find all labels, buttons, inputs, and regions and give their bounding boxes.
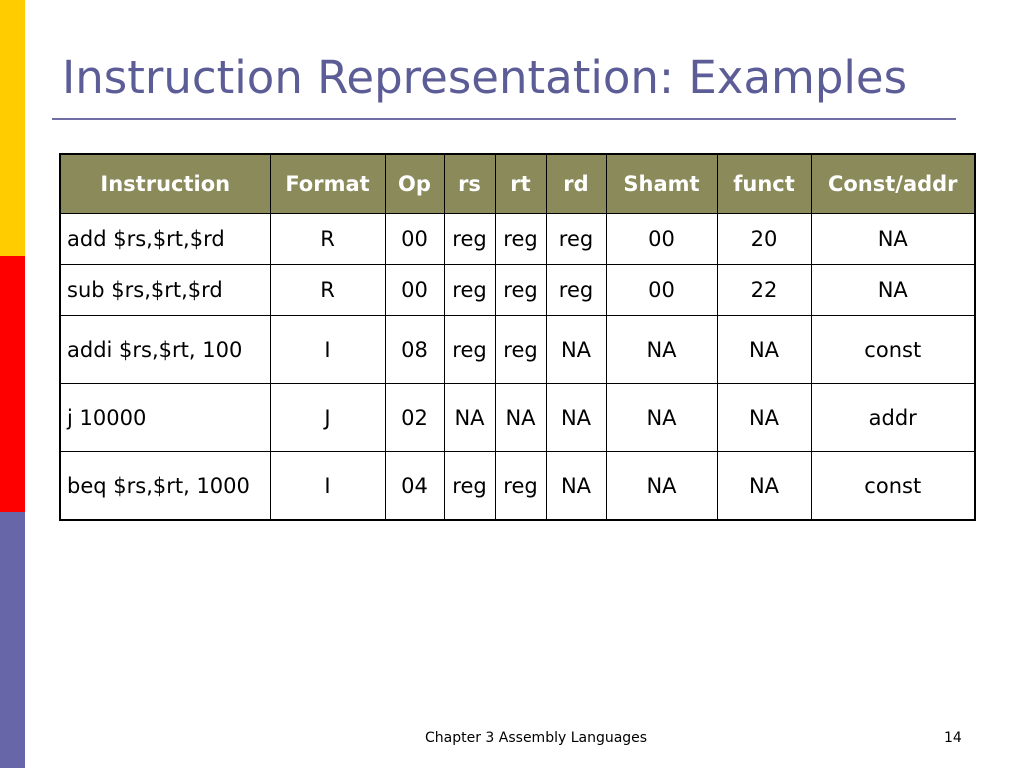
cell-const-addr: NA bbox=[811, 265, 975, 316]
cell-rt: reg bbox=[495, 452, 546, 521]
header-const-addr: Const/addr bbox=[811, 154, 975, 214]
cell-rs: reg bbox=[444, 452, 495, 521]
cell-shamt: NA bbox=[606, 452, 717, 521]
slide-title: Instruction Representation: Examples bbox=[62, 51, 908, 104]
cell-rs: NA bbox=[444, 384, 495, 452]
cell-op: 02 bbox=[385, 384, 444, 452]
header-shamt: Shamt bbox=[606, 154, 717, 214]
cell-shamt: 00 bbox=[606, 214, 717, 265]
sidebar-stripe bbox=[0, 0, 25, 768]
header-rs: rs bbox=[444, 154, 495, 214]
sidebar-blue-segment bbox=[0, 512, 25, 768]
cell-instruction: add $rs,$rt,$rd bbox=[60, 214, 270, 265]
cell-rt: reg bbox=[495, 265, 546, 316]
header-format: Format bbox=[270, 154, 385, 214]
header-funct: funct bbox=[717, 154, 811, 214]
table-row bbox=[60, 384, 975, 452]
header-instruction: Instruction bbox=[60, 154, 270, 214]
cell-format: R bbox=[270, 214, 385, 265]
cell-instruction: beq $rs,$rt, 1000 bbox=[60, 452, 270, 521]
title-divider bbox=[52, 118, 956, 120]
cell-shamt: NA bbox=[606, 384, 717, 452]
cell-funct: 20 bbox=[717, 214, 811, 265]
cell-rd: NA bbox=[546, 452, 606, 521]
cell-shamt: 00 bbox=[606, 265, 717, 316]
cell-rd: reg bbox=[546, 214, 606, 265]
cell-instruction: sub $rs,$rt,$rd bbox=[60, 265, 270, 316]
cell-op: 00 bbox=[385, 214, 444, 265]
cell-funct: NA bbox=[717, 384, 811, 452]
cell-shamt: NA bbox=[606, 316, 717, 384]
cell-instruction: addi $rs,$rt, 100 bbox=[60, 316, 270, 384]
cell-rs: reg bbox=[444, 316, 495, 384]
cell-const-addr: const bbox=[811, 316, 975, 384]
cell-const-addr: const bbox=[811, 452, 975, 521]
sidebar-yellow-segment bbox=[0, 0, 25, 256]
footer-page-number: 14 bbox=[944, 730, 962, 746]
cell-rd: reg bbox=[546, 265, 606, 316]
cell-format: I bbox=[270, 452, 385, 521]
footer-chapter-label: Chapter 3 Assembly Languages bbox=[425, 730, 648, 746]
cell-op: 00 bbox=[385, 265, 444, 316]
table-row bbox=[60, 452, 975, 521]
cell-rt: reg bbox=[495, 316, 546, 384]
cell-format: I bbox=[270, 316, 385, 384]
cell-op: 08 bbox=[385, 316, 444, 384]
cell-rd: NA bbox=[546, 384, 606, 452]
cell-instruction: j 10000 bbox=[60, 384, 270, 452]
header-op: Op bbox=[385, 154, 444, 214]
sidebar-red-segment bbox=[0, 256, 25, 512]
cell-rt: reg bbox=[495, 214, 546, 265]
cell-format: R bbox=[270, 265, 385, 316]
cell-rs: reg bbox=[444, 214, 495, 265]
header-rd: rd bbox=[546, 154, 606, 214]
cell-funct: 22 bbox=[717, 265, 811, 316]
cell-funct: NA bbox=[717, 316, 811, 384]
cell-rd: NA bbox=[546, 316, 606, 384]
table-row bbox=[60, 316, 975, 384]
cell-funct: NA bbox=[717, 452, 811, 521]
cell-rs: reg bbox=[444, 265, 495, 316]
cell-const-addr: addr bbox=[811, 384, 975, 452]
instruction-table bbox=[59, 153, 976, 521]
cell-format: J bbox=[270, 384, 385, 452]
cell-op: 04 bbox=[385, 452, 444, 521]
table-header-row bbox=[60, 154, 975, 214]
table-row bbox=[60, 214, 975, 265]
cell-const-addr: NA bbox=[811, 214, 975, 265]
table-row bbox=[60, 265, 975, 316]
cell-rt: NA bbox=[495, 384, 546, 452]
header-rt: rt bbox=[495, 154, 546, 214]
